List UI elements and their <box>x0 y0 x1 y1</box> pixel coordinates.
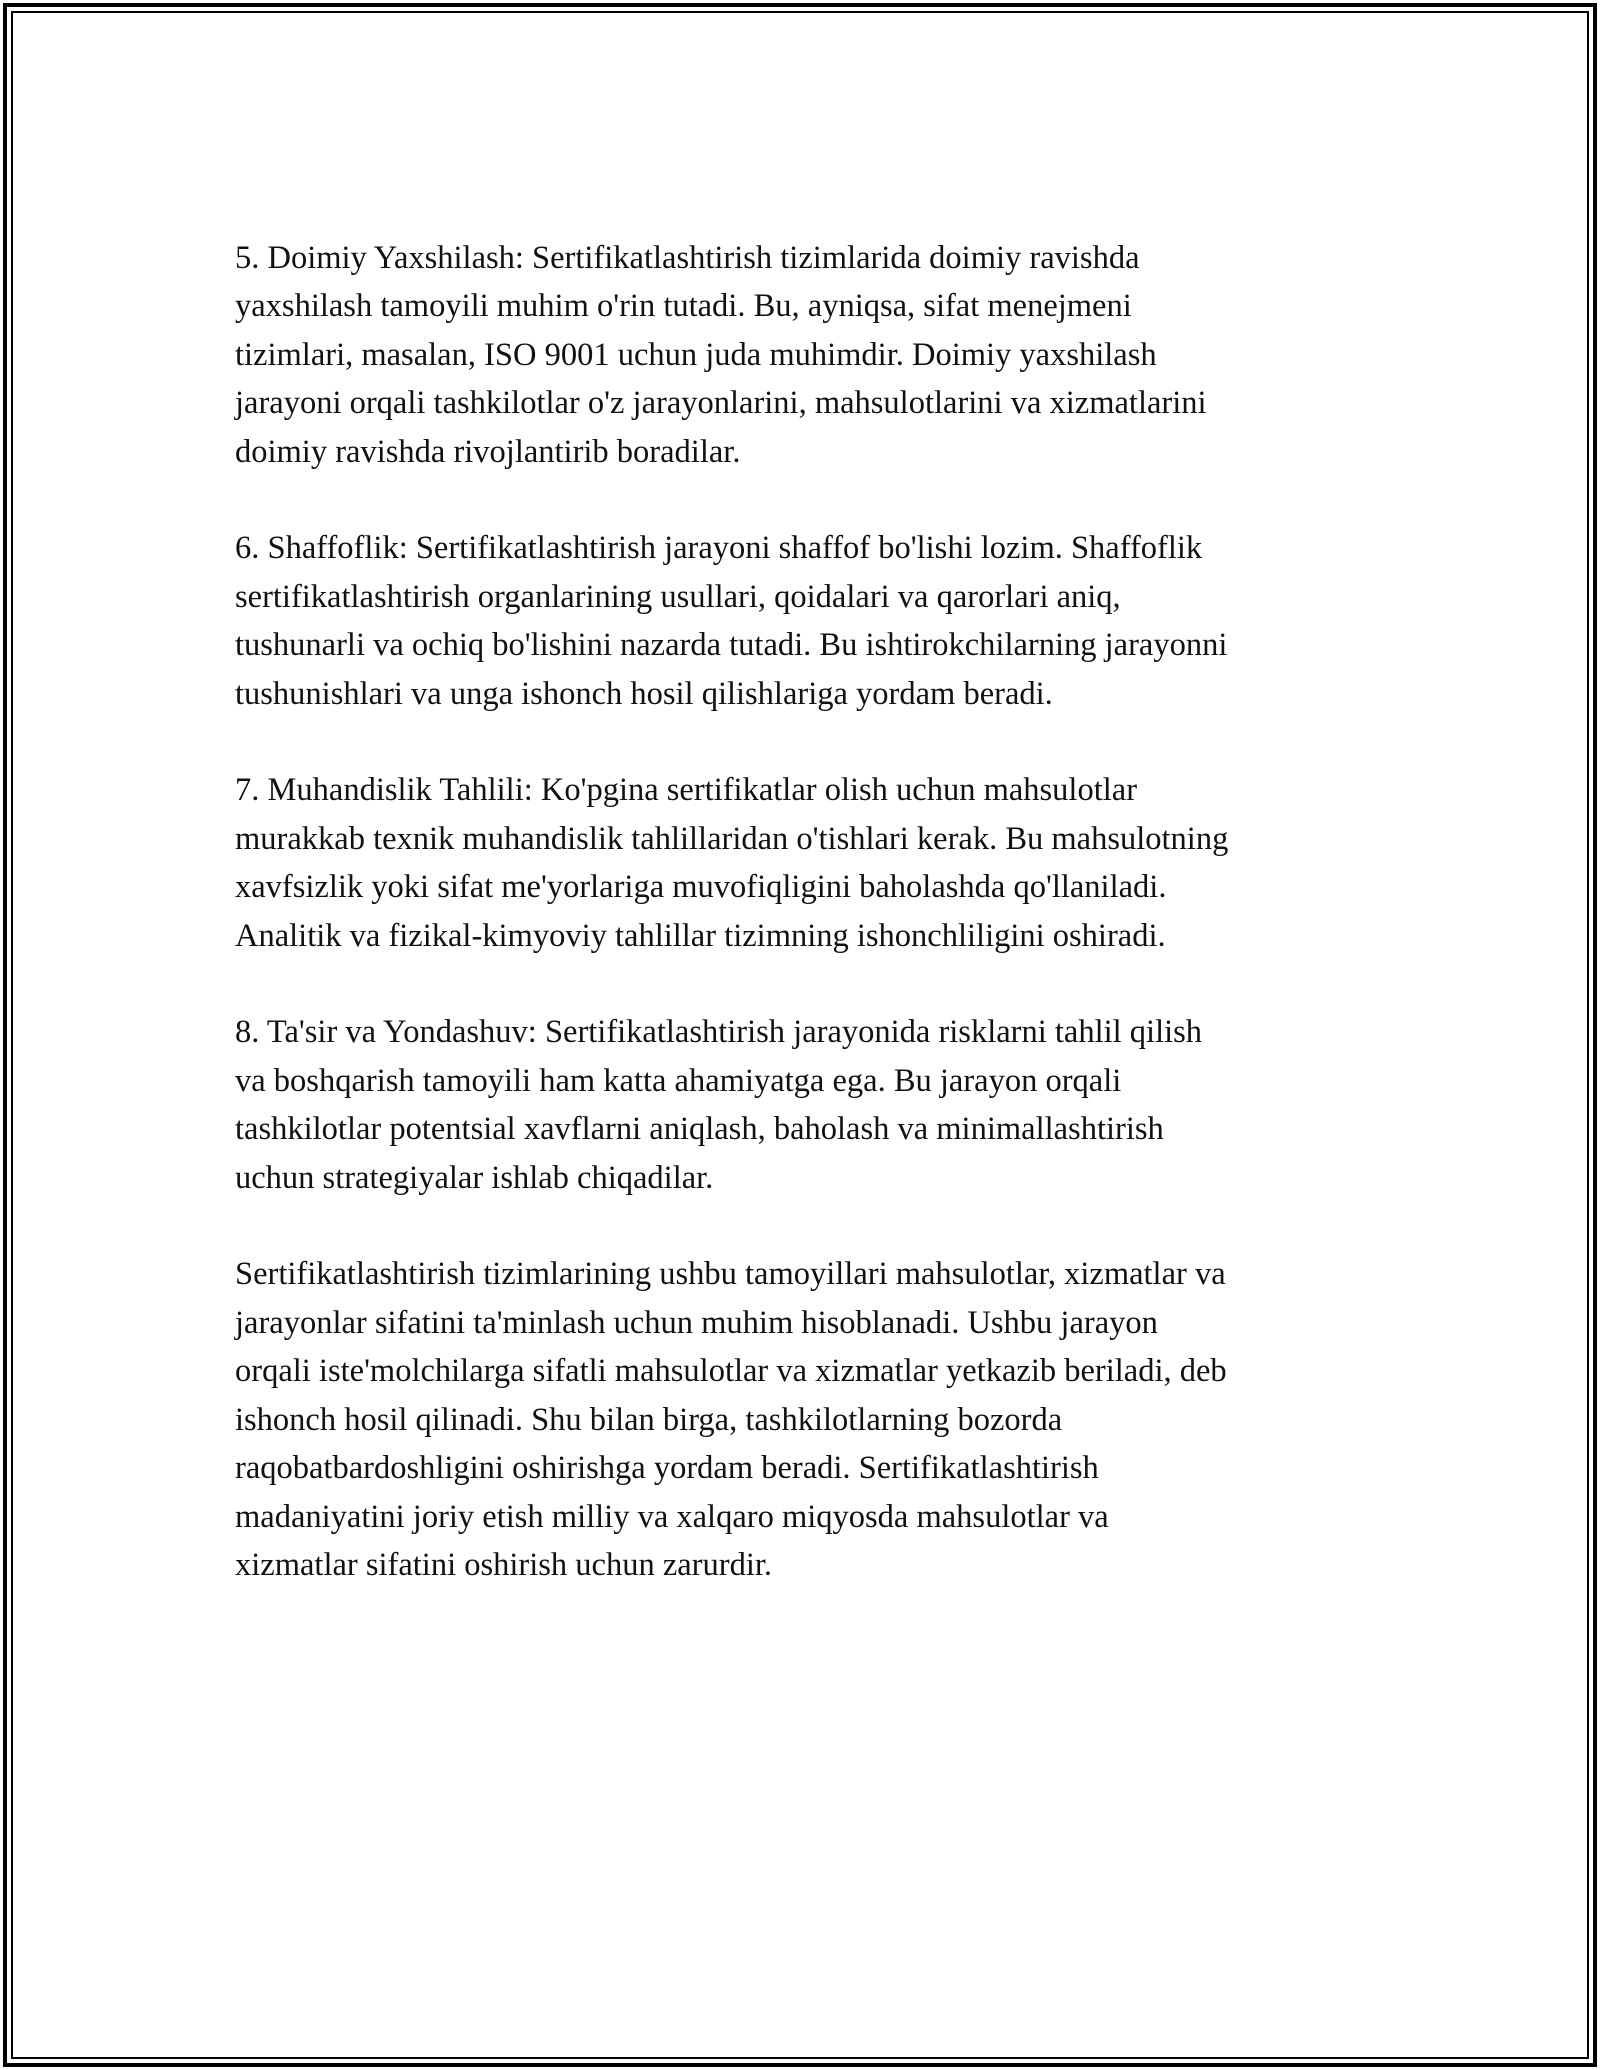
paragraph-transparency: 6. Shaffoflik: Sertifikatlashtirish jarayoni shaffof bo'lishi lozim. Shaffoflik sertifikatlashtirish organlarining usullari, qoidalari va qarorlari aniq, tushunarli va ochiq bo'lishini nazarda tutadi. Bu ishtirokchilarning jarayonni tushunishlari va unga ishonch hosil qilishlariga yordam beradi. <box>235 530 1228 712</box>
document-body <box>235 234 1365 1638</box>
paragraph-continuous-improvement: 5. Doimiy Yaxshilash: Sertifikatlashtirish tizimlarida doimiy ravishda yaxshilash tamoyili muhim o'rin tutadi. Bu, ayniqsa, sifat menejmeni tizimlari, masalan, ISO 9001 uchun juda muhimdir. Doimiy yaxshilash jarayoni orqali tashkilotlar o'z jarayonlarini, mahsulotlarini va xizmatlarini doimiy ravishda rivojlantirib boradilar. <box>235 240 1207 470</box>
paragraph-conclusion: Sertifikatlashtirish tizimlarining ushbu tamoyillari mahsulotlar, xizmatlar va jarayonlar sifatini ta'minlash uchun muhim hisoblanadi. Ushbu jarayon orqali iste'molchilarga sifatli mahsulotlar va xizmatlar yetkazib beriladi, deb ishonch hosil qilinadi. Shu bilan birga, tashkilotlarning bozorda raqobatbardoshligini oshirishga yordam beradi. Sertifikatlashtirish madaniyatini joriy etish milliy va xalqaro miqyosda mahsulotlar va xizmatlar sifatini oshirish uchun zarurdir. <box>235 1256 1227 1583</box>
paragraph-risk-approach: 8. Ta'sir va Yondashuv: Sertifikatlashtirish jarayonida risklarni tahlil qilish va boshqarish tamoyili ham katta ahamiyatga ega. Bu jarayon orqali tashkilotlar potentsial xavflarni aniqlash, baholash va minimallashtirish uchun strategiyalar ishlab chiqadilar. <box>235 1014 1203 1196</box>
paragraph-engineering-analysis: 7. Muhandislik Tahlili: Ko'pgina sertifikatlar olish uchun mahsulotlar murakkab texnik muhandislik tahlillaridan o'tishlari kerak. Bu mahsulotning xavfsizlik yoki sifat me'yorlariga muvofiqligini baholashda qo'llaniladi. Analitik va fizikal-kimyoviy tahlillar tizimning ishonchliligini oshiradi. <box>235 772 1229 954</box>
